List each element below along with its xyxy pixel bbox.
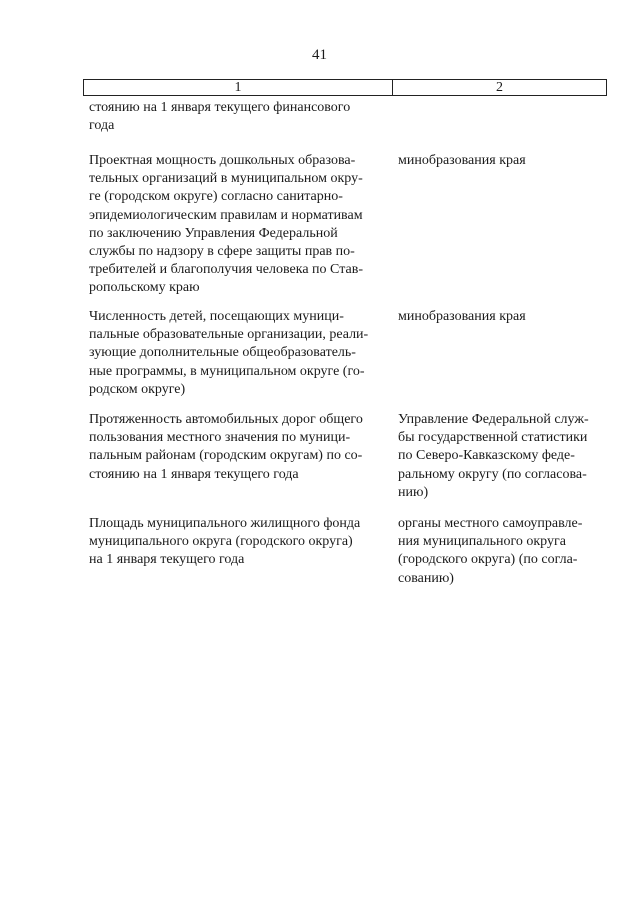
text-line: пользования местного значения по муници- bbox=[89, 430, 351, 446]
text-line: эпидемиологическим правилам и нормативам bbox=[89, 207, 363, 223]
row-1-left-text bbox=[89, 99, 350, 135]
text-line: пальным районам (городским округам) по со- bbox=[89, 448, 363, 464]
row-2-right-text bbox=[398, 152, 526, 170]
text-line: по Северо-Кавказскому феде- bbox=[398, 448, 575, 464]
text-line: ральному округу (по согласова- bbox=[398, 466, 587, 482]
text-line: Протяженность автомобильных дорог общего bbox=[89, 412, 363, 427]
text-line: Управление Федеральной служ- bbox=[398, 412, 589, 427]
text-line: стоянию на 1 января текущего года bbox=[89, 466, 299, 482]
text-line: тельных организаций в муниципальном окру- bbox=[89, 171, 363, 187]
text-line: ния муниципального округа bbox=[398, 534, 566, 550]
text-line: года bbox=[89, 118, 115, 134]
text-line: родском округе) bbox=[89, 381, 186, 397]
column-header-2: 2 bbox=[496, 80, 503, 95]
text-line: бы государственной статистики bbox=[398, 430, 588, 446]
text-line: на 1 января текущего года bbox=[89, 552, 245, 568]
text-line: зующие дополнительные общеобразователь- bbox=[89, 345, 356, 361]
text-line: ге (городском округе) согласно санитарно- bbox=[89, 189, 343, 205]
text-line: минобразования края bbox=[398, 153, 526, 168]
text-line: (городского округа) (по согла- bbox=[398, 552, 578, 568]
table-header bbox=[83, 79, 607, 96]
text-line: ные программы, в муниципальном округе (го- bbox=[89, 363, 365, 379]
text-line: требителей и благополучия человека по Став- bbox=[89, 262, 363, 278]
row-2-left-text bbox=[89, 152, 363, 298]
text-line: нию) bbox=[398, 484, 429, 500]
text-line: органы местного самоуправле- bbox=[398, 516, 583, 531]
text-line: Площадь муниципального жилищного фонда bbox=[89, 516, 361, 531]
text-line: по заключению Управления Федеральной bbox=[89, 225, 338, 241]
text-line: пальные образовательные организации, реали- bbox=[89, 327, 369, 343]
text-line: сованию) bbox=[398, 570, 454, 586]
row-5-left-text bbox=[89, 515, 360, 570]
text-line: минобразования края bbox=[398, 309, 526, 324]
row-3-left-text bbox=[89, 308, 368, 399]
page-number: 41 bbox=[312, 47, 327, 63]
row-5-right-text bbox=[398, 515, 582, 588]
text-line: муниципального округа (городского округа) bbox=[89, 534, 353, 550]
row-4-left-text bbox=[89, 411, 363, 484]
row-3-right-text bbox=[398, 308, 526, 326]
row-4-right-text bbox=[398, 411, 589, 502]
text-line: службы по надзору в сфере защиты прав по- bbox=[89, 244, 355, 260]
text-line: Численность детей, посещающих муници- bbox=[89, 309, 344, 324]
column-header-1: 1 bbox=[84, 80, 393, 95]
text-line: ропольскому краю bbox=[89, 280, 200, 296]
text-line: стоянию на 1 января текущего финансового bbox=[89, 100, 351, 115]
text-line: Проектная мощность дошкольных образова- bbox=[89, 153, 356, 168]
